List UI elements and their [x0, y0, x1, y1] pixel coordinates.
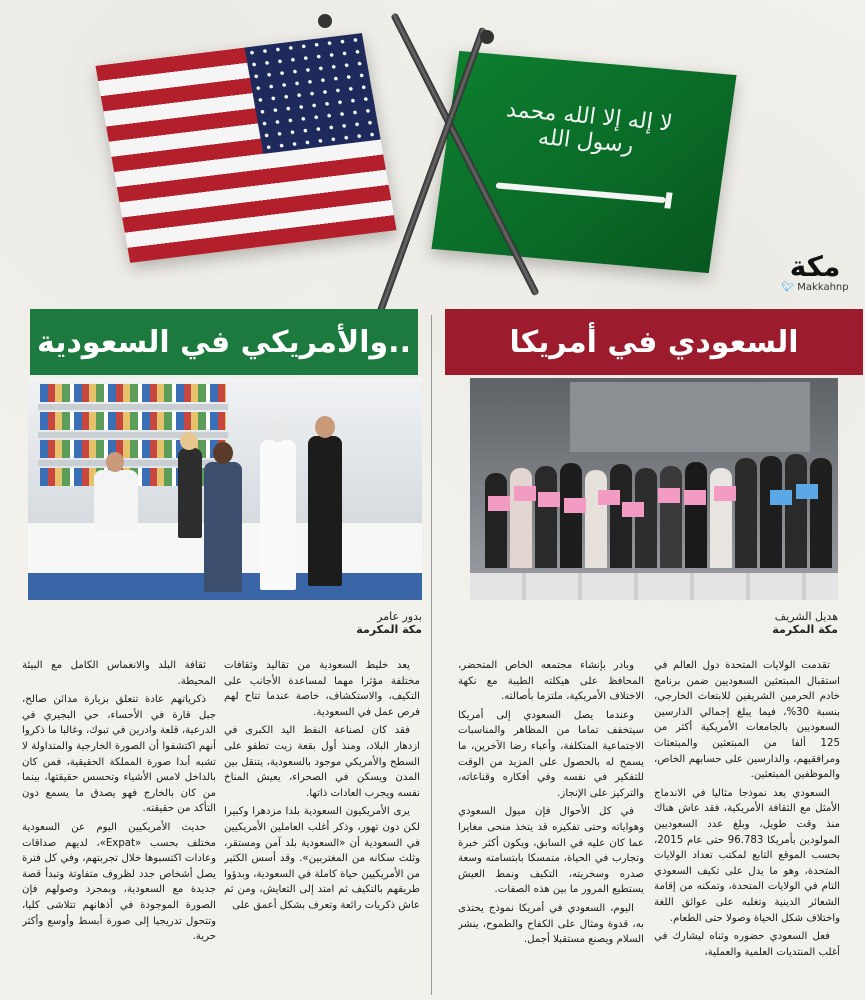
photo-pink-card — [488, 496, 510, 511]
photo-student — [635, 468, 657, 568]
photo-blue-card — [796, 484, 818, 499]
photo-student — [760, 456, 782, 568]
photo-books — [40, 384, 226, 402]
photo-student — [660, 466, 682, 568]
headline-saudi-in-america: السعودي في أمريكا — [445, 309, 863, 375]
us-flag — [95, 33, 396, 263]
photo-man-thobe — [260, 440, 296, 590]
saudi-in-america-column-1 — [654, 658, 840, 998]
photo-pink-card — [598, 490, 620, 505]
photo-pink-card — [684, 490, 706, 505]
photo-seated-man — [94, 470, 138, 530]
saudi-pole-finial — [480, 30, 494, 44]
photo-pink-card — [658, 488, 680, 503]
article-paragraph: وبادر بإنشاء مجتمعه الخاص المتحضر، المحافظ على هيكلته الطيبة مع نكهة الاختلاف الأمريكية، ملتزما بأصالته. — [458, 660, 644, 703]
photo-student — [485, 473, 507, 568]
photo-student — [785, 454, 807, 568]
saudi-flag-shahada: لا إله إلا الله محمد رسول الله — [504, 97, 674, 159]
photo-pink-card — [714, 486, 736, 501]
makkah-logo — [770, 252, 860, 293]
twitter-handle-text: Makkahnp — [797, 282, 849, 293]
article-paragraph: فعل السعودي حضوره وثناه ليشارك في أغلب المنتديات العلمية والعملية، — [654, 931, 840, 958]
photo-head — [315, 416, 335, 438]
american-in-saudi-column-2 — [22, 658, 216, 998]
saudi-students-photo — [470, 378, 838, 600]
photo-student — [735, 458, 757, 568]
photo-student — [510, 468, 532, 568]
logo-twitter-handle — [770, 282, 860, 293]
photo-projection-screen — [570, 382, 810, 452]
us-flag-stars — [245, 33, 381, 154]
article-paragraph: حديث الأمريكيين اليوم عن السعودية مختلف بحسب «Expat»، لديهم صداقات وعادات اكتسبوها خلال تجربتهم، وفي كل فترة يصل أشخاص جدد لظروف متفاوتة وتبدأ قصة جديدة مع السعودية، وبمجرد وصولهم فإن الصورة الموجودة في أذهانهم تتلاشى كليا، وتتحول تدريجيا إلى صورة أبسط وأوسع وأكثر حرية. — [22, 821, 216, 943]
crossed-flags-illustration — [0, 0, 865, 305]
twitter-icon: 🐦︎ — [781, 282, 795, 293]
saudi-flag-sword — [495, 182, 665, 203]
article-paragraph: في كل الأحوال فإن ميول السعودي وهواياته وحتى تفكيره قد يتخذ منحى مغايرا عما كان عليه في السابق، ويكون أكثر خبرة وتجارب في الحياة، متمسكا بابتسامته وسعة صدره وسخريته، التكيف ونمط العيش يستطيع المرور ما بين هذه الصفات. — [458, 806, 644, 896]
book-fair-photo — [28, 378, 422, 600]
photo-head — [180, 432, 198, 450]
american-in-saudi-column-1 — [224, 658, 420, 998]
article-paragraph: ثقافة البلد والانغماس الكامل مع البيئة المحيطة. — [22, 660, 216, 687]
right-city: مكة المكرمة — [772, 623, 838, 636]
article-paragraph: اليوم، السعودي في أمريكا نموذج يحتذى به، قدوة ومثال على الكفاح والطموح، ينشر السلام ويصنع مستقبلا أجمل. — [458, 902, 644, 946]
photo-man-plaid-shirt — [204, 462, 242, 592]
column-divider — [431, 315, 432, 995]
left-byline — [300, 610, 422, 636]
photo-shelf — [38, 404, 228, 410]
saudi-flag — [431, 51, 736, 273]
photo-student — [535, 466, 557, 568]
photo-blonde-woman — [178, 448, 202, 538]
photo-head — [268, 420, 288, 442]
photo-books — [40, 412, 226, 430]
right-author: هديل الشريف — [774, 610, 838, 623]
photo-auditorium-seats — [470, 573, 838, 600]
logo-wordmark: مكة — [789, 250, 841, 283]
left-author: بدور عامر — [377, 610, 422, 623]
photo-head — [106, 452, 124, 472]
photo-pink-card — [514, 486, 536, 501]
saudi-in-america-column-2 — [458, 658, 644, 998]
photo-shelf — [38, 432, 228, 438]
photo-student — [685, 462, 707, 568]
photo-student — [810, 458, 832, 568]
photo-pink-card — [538, 492, 560, 507]
left-city: مكة المكرمة — [356, 623, 422, 636]
article-paragraph: ذكرياتهم عادة تتعلق بزيارة مدائن صالح، جبل قارة في الأحساء، حي البجيري في الدرعية، قلعة وادرين في تبوك، وغالبا ما ذكروا أنهم اكتشفوا أن الصورة الخارجية والمتداولة لا تشبه أبدا صورة المملكة الحقيقية، فمن كان بالداخل لامس الأشياء وتحسس حقيقتها، بينما من كان بالخارج فهو يصدق ما يسمع دون التأكد من حقيقته. — [22, 694, 216, 815]
photo-pink-card — [564, 498, 586, 513]
article-paragraph: وعندما يصل السعودي إلى أمريكا سيتخفف تماما من المظاهر والمناسبات الاجتماعية المتكلفة، وأعباء رضا الآخرين، ما يسمح له بالحصول على المزيد من الوقت للتفكير في نفسه وفي أفكاره وقناعاته، والتركيز على الإنجاز. — [458, 709, 644, 799]
right-byline — [710, 610, 838, 636]
photo-man-black-suit — [308, 436, 342, 586]
us-pole-finial — [318, 14, 332, 28]
photo-student — [560, 463, 582, 568]
article-paragraph: يرى الأمريكيون السعودية بلدا مزدهرا وكبيرا لكن دون تهور، وذكر أغلب العاملين الأمريكيين في السعودية أن «السعودية بلد آمن ومستقر، وثلث سكانه من المغتربين». وقد أسس الكثير من الأمريكيين حياة كاملة في السعودية، وبدؤوا طريقهم بالتكيف ثم امتد إلى التعايش، ومن ثم عاش ذكريات رائعة وتعرف بشكل أعمق على — [224, 806, 420, 911]
headline-american-in-saudi: ..والأمريكي في السعودية — [30, 309, 418, 375]
photo-pink-card — [622, 502, 644, 517]
photo-blue-card — [770, 490, 792, 505]
article-paragraph: فقد كان لصناعة النفط اليد الكبرى في ازدهار البلاد، ومنذ أول بقعة زيت تطفو على السطح والأمريكي موجود بالسعودية، يتنقل بين المدن ويسكن في الصحراء، يعيش المناخ نفسه ويجرب العادات ذاتها. — [224, 725, 420, 799]
article-paragraph: يعد خليط السعودية من تقاليد وثقافات مختلفة مؤثرا مهما لمساعدة الأجانب على التكيف، والاستكشاف، خاصة عندما تتاح لهم فرص عمل في السعودية. — [224, 660, 420, 718]
article-paragraph: تقدمت الولايات المتحدة دول العالم في استقبال المبتعثين السعوديين ضمن برنامج خادم الحرمين الشريفين للابتعاث الخارجي، بنسبة 30%، فيما يبلغ إجمالي الدارسين السعوديين بالجامعات الأمريكية أكثر من 125 ألفا من المبتعثين والمبتعثات ومرافقيهم، والدارسين على حسابهم الخاص، والموظفين المبتعثين. — [654, 660, 840, 781]
photo-head — [213, 442, 233, 464]
article-paragraph: السعودي يعد نموذجا مثاليا في الاندماج الأمثل مع الثقافة الأمريكية، فقد عاش هناك منذ وقت طويل، وبلغ عدد السعوديين المولودين بأمريكا 96.783 حتى عام 2015، بحسب الموقع التابع لمكتب تعداد الولايات المتحدة، وهو ما يدل على تكيف السعودي التام في الولايات المتحدة، وتمكنه من إقامة الشعائر الدينية وتغلبه على عوائق اللغة واختلاف شكل الحياة وصولا حتى الطعام. — [654, 787, 840, 924]
photo-student — [585, 470, 607, 568]
photo-student — [710, 468, 732, 568]
